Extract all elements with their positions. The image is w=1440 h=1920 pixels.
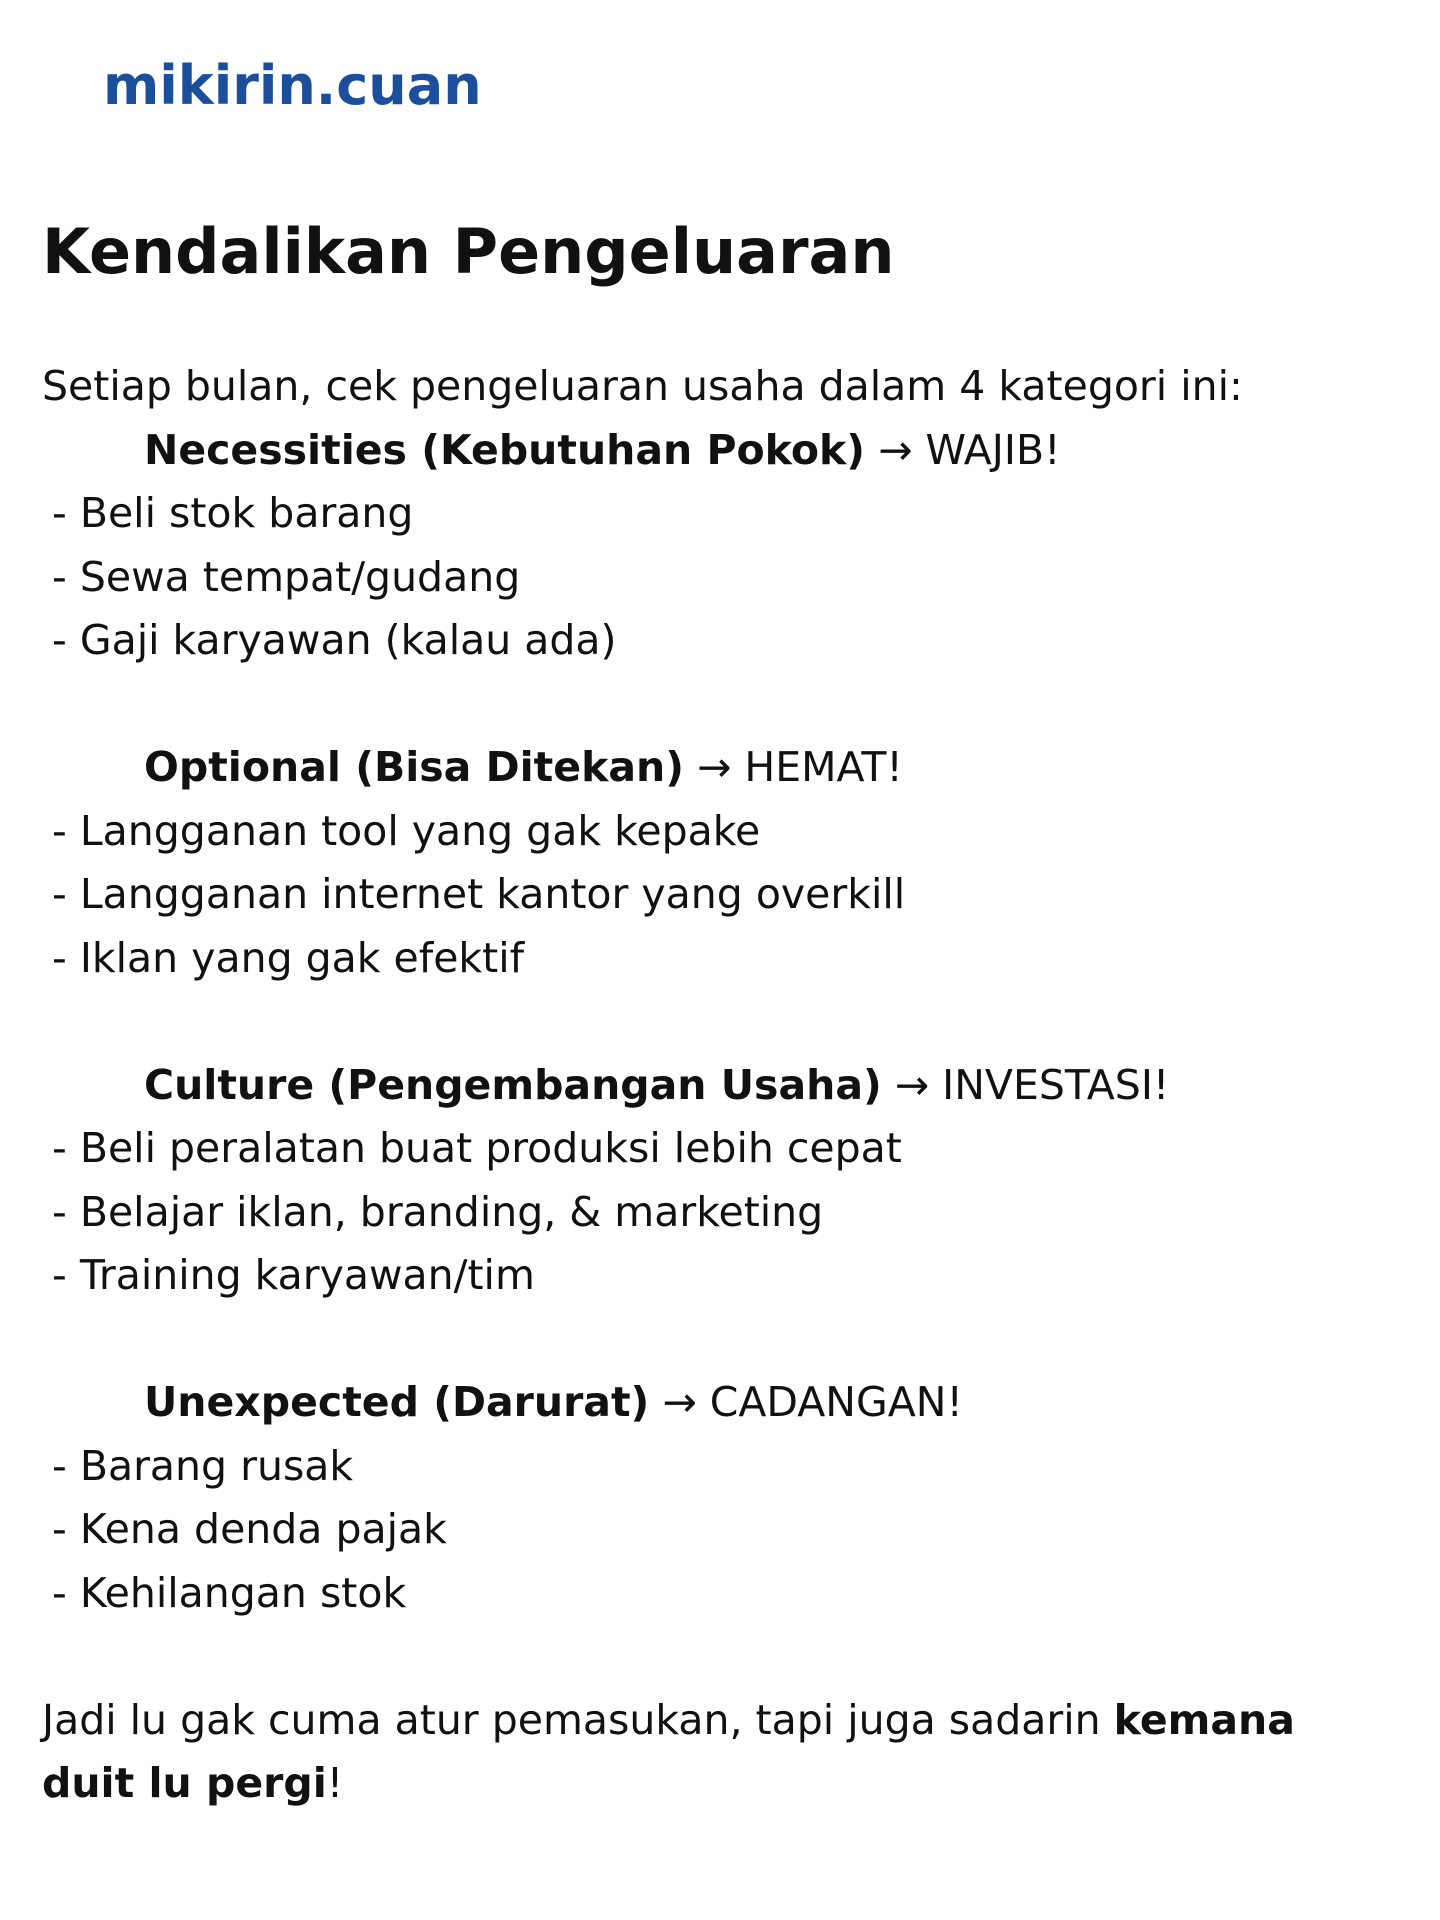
- category-action: → CADANGAN!: [649, 1378, 963, 1426]
- category-action: → WAJIB!: [865, 425, 1061, 474]
- category-name: Unexpected (Darurat): [144, 1378, 650, 1426]
- list-item: - Training karyawan/tim: [52, 1251, 535, 1299]
- spacer: [42, 990, 1402, 1054]
- article-body: [42, 355, 1402, 1816]
- list-item: - Iklan yang gak efektif: [52, 933, 525, 982]
- category-action: → INVESTASI!: [881, 1060, 1170, 1109]
- list-item: - Langganan internet kantor yang overkill: [52, 870, 906, 918]
- category-name: Optional (Bisa Ditekan): [144, 743, 684, 791]
- closing-lead: Jadi lu gak cuma atur pemasukan, tapi juga sadarin: [42, 1695, 1114, 1744]
- category-heading-optional: [42, 736, 1402, 800]
- category-heading-unexpected: [42, 1371, 1402, 1435]
- closing-tail: !: [326, 1759, 344, 1807]
- intro-text: Setiap bulan, cek pengeluaran usaha dalam 4 kategori ini:: [42, 362, 1243, 410]
- list-item: - Beli stok barang: [52, 489, 414, 537]
- list-item: - Gaji karyawan (kalau ada): [52, 616, 617, 664]
- list-item: - Barang rusak: [52, 1441, 354, 1490]
- spacer: [42, 1625, 1402, 1689]
- closing-emphasis: kemana duit lu pergi: [42, 1695, 1295, 1807]
- list-item: - Belajar iklan, branding, & marketing: [52, 1187, 824, 1236]
- list-item: - Beli peralatan buat produksi lebih cepat: [52, 1124, 902, 1172]
- list-item: - Kena denda pajak: [52, 1505, 447, 1553]
- page-title: Kendalikan Pengeluaran: [42, 215, 895, 288]
- closing-paragraph: [42, 1689, 1382, 1816]
- list-item: - Langganan tool yang gak kepake: [52, 806, 761, 855]
- category-heading-necessities: [42, 419, 1402, 483]
- spacer: [42, 673, 1402, 737]
- category-name: Culture (Pengembangan Usaha): [144, 1060, 882, 1109]
- category-heading-culture: [42, 1054, 1402, 1118]
- category-name: Necessities (Kebutuhan Pokok): [144, 425, 866, 474]
- brand-logo-text: mikirin.cuan: [103, 54, 482, 117]
- spacer: [42, 1308, 1402, 1372]
- category-action: → HEMAT!: [683, 743, 903, 791]
- list-item: - Kehilangan stok: [52, 1568, 407, 1617]
- list-item: - Sewa tempat/gudang: [52, 552, 521, 601]
